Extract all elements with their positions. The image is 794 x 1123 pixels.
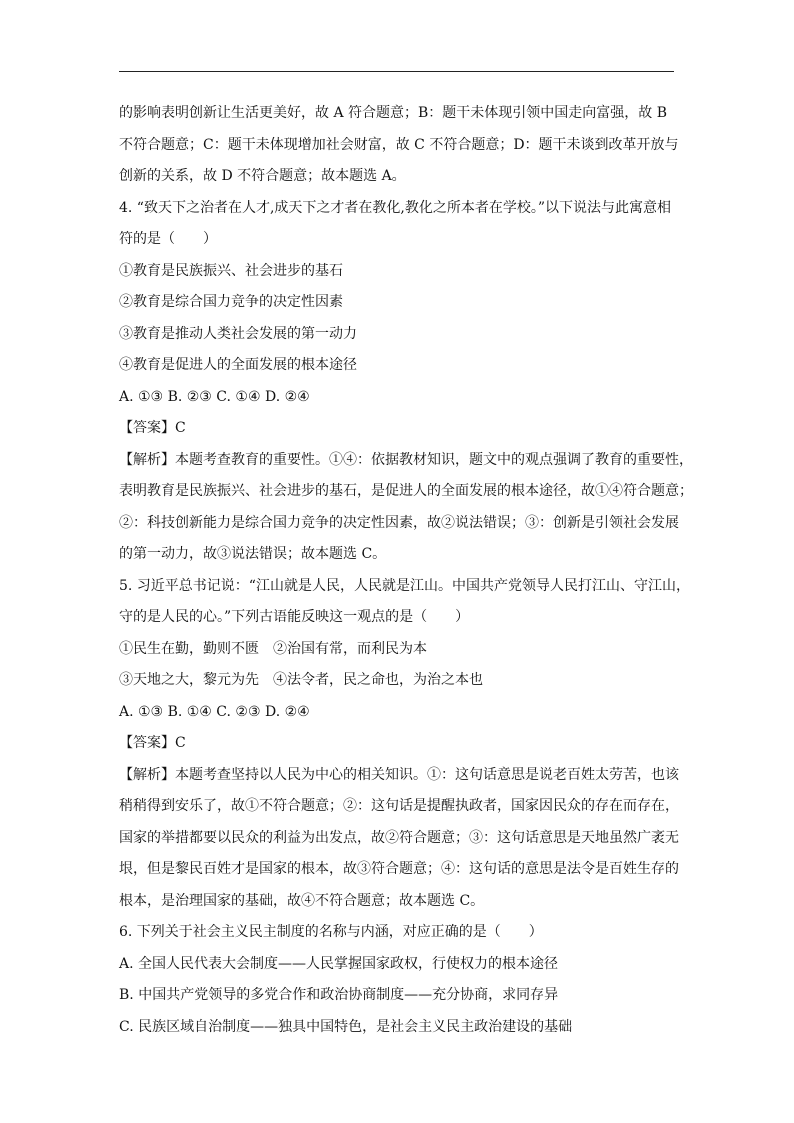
question-5-answer: 【答案】C (119, 735, 186, 751)
question-5-options: A. ①③ B. ①④ C. ②③ D. ②④ (119, 703, 310, 720)
question-4-analysis: ②：科技创新能力是综合国力竞争的决定性因素，故②说法错误；③：创新是引领社会发展 (119, 514, 679, 531)
question-6-stem: 6. 下列关于社会主义民主制度的名称与内涵，对应正确的是（ ） (119, 924, 543, 940)
question-5-statement: ①民生在勤，勤则不匮 ②治国有常，而利民为本 (119, 640, 427, 657)
question-4-statement: ②教育是综合国力竞争的决定性因素 (119, 294, 343, 310)
document-body (119, 98, 693, 1043)
question-4-answer: 【答案】C (119, 420, 186, 436)
question-5-analysis: 【解析】本题考查坚持以人民为中心的相关知识。①：这句话意思是说老百姓太劳苦，也该 (119, 766, 679, 783)
question-4-analysis: 的第一动力，故③说法错误；故本题选 C。 (119, 546, 387, 562)
question-4-options: A. ①③ B. ②③ C. ①④ D. ②④ (119, 388, 310, 405)
question-5-statement: ③天地之大，黎元为先 ④法令者，民之命也，为治之本也 (119, 672, 483, 688)
question-4-statement: ①教育是民族振兴、社会进步的基石 (119, 262, 343, 279)
text-line: 的影响表明创新让生活更美好，故 A 符合题意；B：题干未体现引领中国走向富强，故 B (119, 105, 668, 121)
question-4-analysis: 【解析】本题考查教育的重要性。①④：依据教材知识，题文中的观点强调了教育的重要性， (119, 451, 693, 468)
question-4-statement: ③教育是推动人类社会发展的第一动力 (119, 325, 357, 342)
question-6-option: B. 中国共产党领导的多党合作和政治协商制度——充分协商，求同存异 (119, 987, 559, 1003)
question-5-analysis: 国家的举措都要以民众的利益为出发点，故②符合题意；③：这句话意思是天地虽然广袤无 (119, 829, 679, 846)
question-6-option: A. 全国人民代表大会制度——人民掌握国家政权，行使权力的根本途径 (119, 955, 559, 972)
question-5-stem: 守的是人民的心。”下列古语能反映这一观点的是（ ） (119, 609, 470, 625)
text-line: 不符合题意；C：题干未体现增加社会财富，故 C 不符合题意；D：题干未谈到改革开放与 (119, 136, 679, 153)
text-line: 创新的关系，故 D 不符合题意；故本题选 A。 (119, 168, 406, 184)
question-4-stem: 4. “致天下之治者在人才,成天下之才者在教化,教化之所本者在学校。”以下说法与此寓意相 (119, 199, 672, 216)
header-rule (119, 71, 674, 72)
question-6-option: C. 民族区域自治制度——独具中国特色，是社会主义民主政治建设的基础 (119, 1018, 573, 1035)
question-4-statement: ④教育是促进人的全面发展的根本途径 (119, 357, 357, 373)
question-5-stem: 5. 习近平总书记说：“江山就是人民，人民就是江山。中国共产党领导人民打江山、守江山， (119, 577, 690, 594)
question-5-analysis: 稍稍得到安乐了，故①不符合题意；②：这句话是提醒执政者，国家因民众的存在而存在， (119, 798, 679, 814)
question-5-analysis: 根本，是治理国家的基础，故④不符合题意；故本题选 C。 (119, 892, 485, 909)
question-5-analysis: 垠，但是黎民百姓才是国家的根本，故③符合题意；④：这句话的意思是法令是百姓生存的 (119, 861, 679, 877)
question-4-stem: 符的是（ ） (119, 231, 217, 247)
question-4-analysis: 表明教育是民族振兴、社会进步的基石，是促进人的全面发展的根本途径，故①④符合题意； (119, 483, 693, 499)
